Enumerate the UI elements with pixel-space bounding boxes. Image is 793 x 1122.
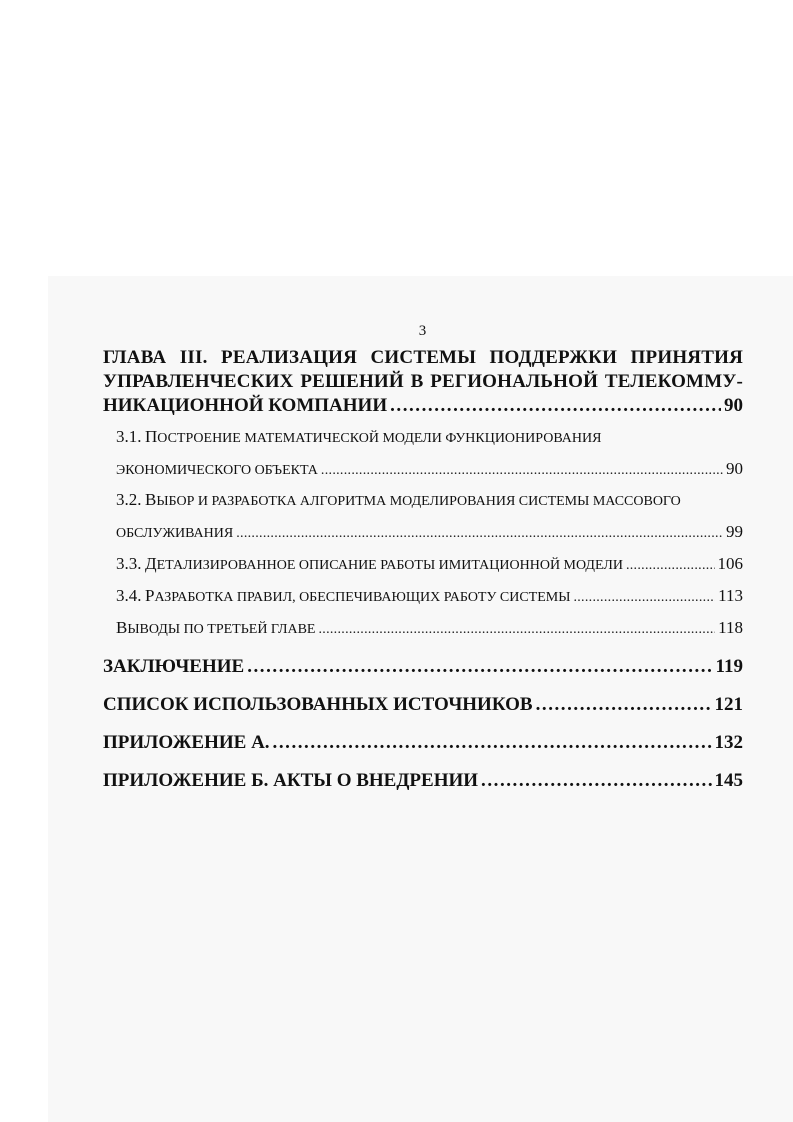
section-initial: Р [145,586,155,605]
section-title-cont: ОБСЛУЖИВАНИЯ [116,526,234,541]
entry-page: 121 [714,694,743,715]
section-title-cont: ЭКОНОМИЧЕСКОГО ОБЪЕКТА [116,463,318,478]
entry-page: 145 [714,770,743,791]
section-title: ЫВОДЫ ПО ТРЕТЬЕЙ ГЛАВЕ [127,622,316,637]
dot-leader [321,463,723,479]
section-page: 118 [718,618,743,637]
entry-page: 132 [714,732,743,753]
dot-leader [536,694,712,716]
section-page: 113 [718,586,743,605]
chapter-3-entry[interactable] [103,394,743,418]
dot-leader [626,558,715,574]
section-3-3-entry[interactable] [116,554,743,574]
section-initial: В [145,490,157,509]
appendix-b-entry[interactable] [103,770,743,792]
chapter-3-title-line-1: ГЛАВА III. РЕАЛИЗАЦИЯ СИСТЕМЫ ПОДДЕРЖКИ ПРИНЯТИЯ [103,347,743,368]
entry-page: 119 [715,656,743,677]
section-page: 106 [717,554,743,573]
section-title: ОСТРОЕНИЕ МАТЕМАТИЧЕСКОЙ МОДЕЛИ ФУНКЦИОНИРОВАНИЯ [157,431,602,446]
conclusion-entry[interactable] [103,656,743,678]
section-initial: П [145,427,158,446]
entry-title: ПРИЛОЖЕНИЕ А. [103,732,270,753]
chapter-3-title-line-2: УПРАВЛЕНЧЕСКИХ РЕШЕНИЙ В РЕГИОНАЛЬНОЙ ТЕЛЕКОММУ- [103,371,743,392]
entry-title: ПРИЛОЖЕНИЕ Б. АКТЫ О ВНЕДРЕНИИ [103,770,479,791]
section-number: 3.2. [116,490,142,509]
section-page: 90 [726,459,743,478]
chapter-3-title-line-3: НИКАЦИОННОЙ КОМПАНИИ [103,395,388,416]
section-initial: В [116,618,128,637]
section-3-4-entry[interactable] [116,586,743,606]
chapter-3-heading [103,346,743,394]
section-title: ЕТАЛИЗИРОВАННОЕ ОПИСАНИЕ РАБОТЫ ИМИТАЦИОННОЙ МОДЕЛИ [156,558,623,573]
dot-leader [573,590,715,606]
section-initial: Д [145,554,157,573]
dot-leader [236,526,723,542]
section-number: 3.1. [116,427,142,446]
dot-leader [273,732,712,754]
page-number: 3 [418,323,427,339]
chapter-3-page: 90 [724,395,743,416]
entry-title: ЗАКЛЮЧЕНИЕ [103,656,245,677]
dot-leader [481,770,711,792]
section-3-2-line-1[interactable] [116,490,681,510]
section-number: 3.4. [116,586,142,605]
section-number: 3.3. [116,554,142,573]
dot-leader [318,622,715,638]
section-3-1-entry[interactable] [116,459,743,479]
appendix-a-entry[interactable] [103,732,743,754]
dot-leader [247,656,712,678]
section-3-1-line-1[interactable] [116,427,601,447]
section-page: 99 [726,522,743,541]
section-title: ЫБОР И РАЗРАБОТКА АЛГОРИТМА МОДЕЛИРОВАНИЯ СИСТЕМЫ МАССОВОГО [156,494,681,509]
dot-leader [390,394,721,418]
entry-title: СПИСОК ИСПОЛЬЗОВАННЫХ ИСТОЧНИКОВ [103,694,533,715]
references-entry[interactable] [103,694,743,716]
section-title: АЗРАБОТКА ПРАВИЛ, ОБЕСПЕЧИВАЮЩИХ РАБОТУ СИСТЕМЫ [154,590,571,605]
section-3-2-entry[interactable] [116,522,743,542]
chapter-3-conclusions-entry[interactable] [116,618,743,638]
